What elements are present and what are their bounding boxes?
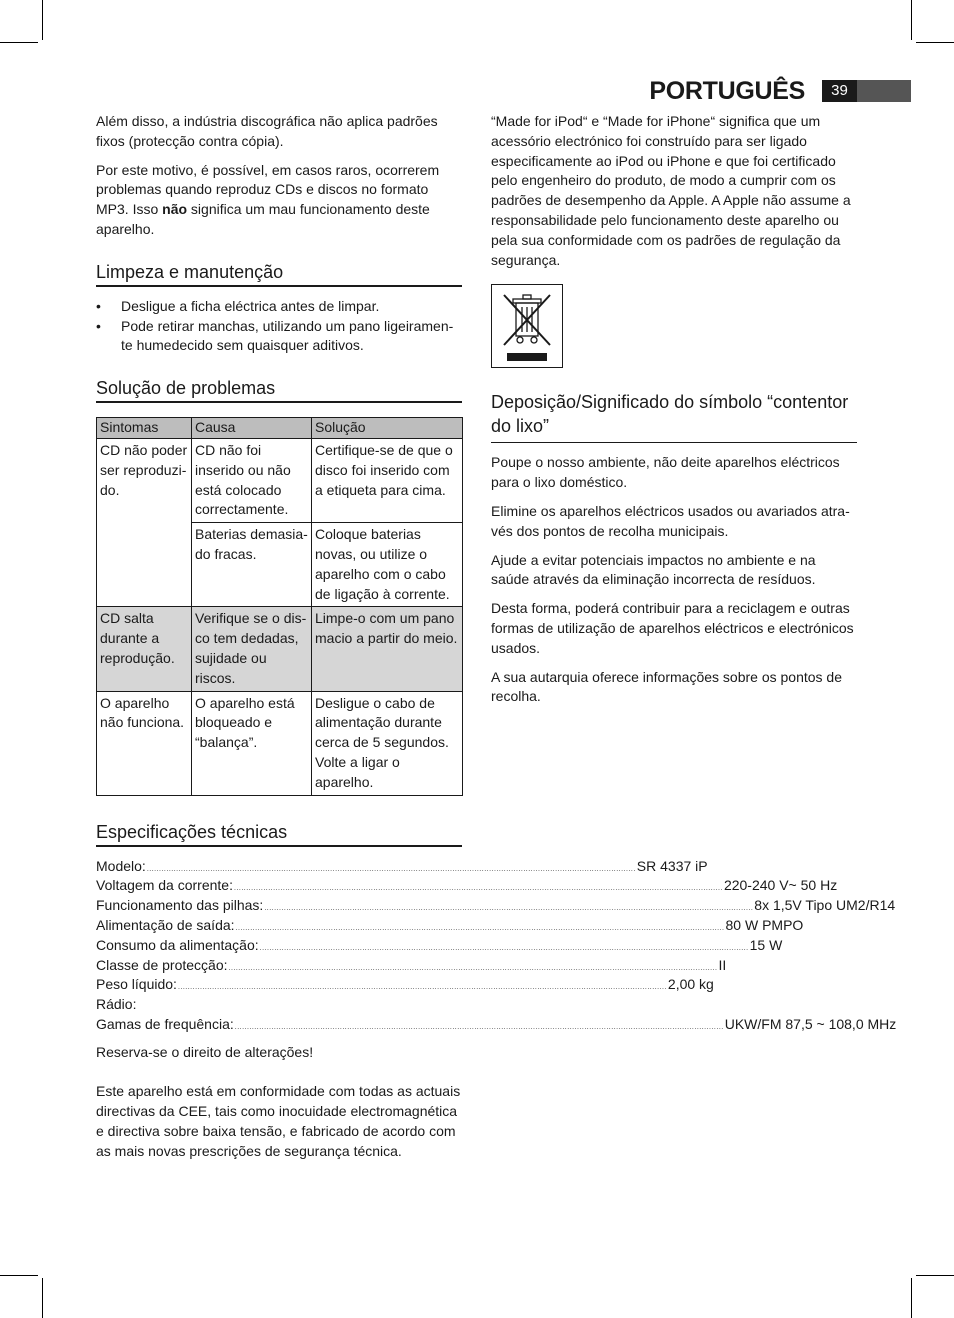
column-header: Sintomas [97,418,192,439]
dot-leader: ........................................................................................................................................................................................................ [146,865,636,873]
specs-list [96,857,897,1035]
crop-mark [0,1275,38,1276]
crop-mark [42,0,43,40]
table-cell: CD não foi inserido ou não está colocado correctamente. [192,438,312,522]
column-header: Causa [192,418,312,439]
crop-mark [916,1275,954,1276]
conformity-note: Este aparelho está em conformidade com todas as actuais directivas da CEE, tais como inocuidade electromagnética e directiva sobre baixa tensão, e fabricado de acordo com as mais novas prescrições de segurança técnica. [96,1083,461,1159]
dot-leader: ........................................................................................................................................................................................................ [228,964,718,972]
spec-label: Peso líquido: [96,976,177,993]
right-column [491,112,857,716]
intro-paragraph: Por este motivo, é possível, em casos raros, ocorrerem problemas quando reproduz CDs e discos no formato MP3. Isso não significa um mau funcionamento deste aparelho. [96,161,440,237]
table-row [97,691,463,795]
page-number: 39 [822,80,857,102]
table-cell: CD salta durante a reprodução. [97,607,192,691]
spec-label: Modelo: [96,857,146,874]
dot-leader: ........................................................................................................................................................................................................ [234,1023,724,1031]
crop-mark [42,1278,43,1318]
ipod-note: “Made for iPod“ e “Made for iPhone“ significa que um acessório electrónico foi construído para ser ligado especificamente ao iPod ou iPhone e que foi certificado pelo engenheiro do produto, de modo a cumprir com os padrões de desempenho da Apple. A Apple não assume a responsabilidade pelo funcionamento deste aparelho ou pela sua conformidade com os padrões de regulação da segurança. [491,113,851,268]
crop-mark [0,42,38,43]
column-header: Solução [312,418,463,439]
troubleshooting-heading: Solução de problemas [96,376,462,403]
disposal-paragraph: Ajude a evitar potenciais impactos no ambiente e na saúde através da eliminação incorrecta de resíduos. [491,551,816,588]
table-cell: O aparelho não funciona. [97,691,192,795]
crop-mark [916,42,954,43]
troubleshooting-table [96,417,463,795]
dot-leader: ........................................................................................................................................................................................................ [264,905,754,913]
spec-label: Gamas de frequência: [96,1015,234,1032]
table-cell: Limpe-o com um pano macio a partir do meio. [312,607,463,691]
spec-label: Alimentação de saída: [96,916,235,933]
table-cell: Verifique se o dis-co tem dedadas, sujidade ou riscos. [192,607,312,691]
crop-mark [911,0,912,40]
table-cell: Desligue o cabo de alimentação durante cerca de 5 segundos. Volte a ligar o aparelho. [312,691,463,795]
list-item: • Desligue a ficha eléctrica antes de limpar. [96,297,462,317]
spec-row [96,936,783,956]
spec-radio-label: Rádio: [96,996,137,1013]
page-title: PORTUGUÊS [649,77,805,105]
dot-leader: ........................................................................................................................................................................................................ [177,984,667,992]
spec-value: 80 W PMPO [725,916,804,933]
cleaning-heading: Limpeza e manutenção [96,260,462,287]
disposal-heading: Deposição/Significado do símbolo “contentor do lixo” [491,390,857,443]
spec-row [96,857,708,877]
table-cell: Certifique-se de que o disco foi inserido com a etiqueta para cima. [312,438,463,522]
spec-value: 15 W [749,936,783,953]
disposal-paragraph: Poupe o nosso ambiente, não deite aparelhos eléctricos para o lixo doméstico. [491,454,840,491]
disposal-paragraph: Elimine os aparelhos eléctricos usados ou avariados atra-vés dos pontos de recolha municipais. [491,502,850,539]
disposal-paragraph: A sua autarquia oferece informações sobre os pontos de recolha. [491,668,842,705]
reserve-note: Reserva-se o direito de alterações! [96,1043,314,1060]
dot-leader: ........................................................................................................................................................................................................ [259,944,749,952]
table-cell: CD não poder ser reproduzi-do. [97,438,192,606]
list-item: • Pode retirar manchas, utilizando um pano ligeiramen-te humedecido sem quaisquer aditivos. [96,317,462,357]
spec-value: 8x 1,5V Tipo UM2/R14 [754,897,896,914]
table-cell: Baterias demasia-do fracas. [192,523,312,607]
spec-value: II [718,956,727,973]
emphasis-text: não [162,201,188,218]
disposal-paragraph: Desta forma, poderá contribuir para a reciclagem e outras formas de utilização de aparelhos eléctricos e electrónicos usados. [491,600,854,656]
intro-paragraph: Além disso, a indústria discográfica não aplica padrões fixos (protecção contra cópia). [96,113,438,149]
spec-label: Classe de protecção: [96,956,228,973]
header-bar [857,80,911,102]
spec-row [96,876,838,896]
table-cell: O aparelho está bloqueado e “balança”. [192,691,312,795]
spec-label: Voltagem da corrente: [96,877,233,894]
spec-value: 220-240 V~ 50 Hz [723,877,838,894]
crop-mark [911,1278,912,1318]
dot-leader: ........................................................................................................................................................................................................ [233,885,723,893]
crossed-bin-icon [492,285,562,367]
spec-value: SR 4337 iP [636,857,708,874]
spec-value: UKW/FM 87,5 ~ 108,0 MHz [724,1015,897,1032]
table-row [97,607,463,691]
spec-value: 2,00 kg [667,976,714,993]
table-cell: Coloque baterias novas, ou utilize o aparelho com o cabo de ligação à corrente. [312,523,463,607]
disposal-text [491,453,857,707]
table-header-row [97,418,463,439]
weee-bin-icon [491,284,563,368]
spec-row [96,916,804,936]
spec-row [96,896,896,916]
spec-row [96,1015,897,1035]
cleaning-list [96,297,462,356]
spec-row [96,956,727,976]
spec-label: Funcionamento das pilhas: [96,897,264,914]
table-row [97,438,463,522]
spec-row [96,975,714,995]
spec-label: Consumo da alimentação: [96,936,259,953]
dot-leader: ........................................................................................................................................................................................................ [235,924,725,932]
specs-heading: Especificações técnicas [96,820,462,847]
